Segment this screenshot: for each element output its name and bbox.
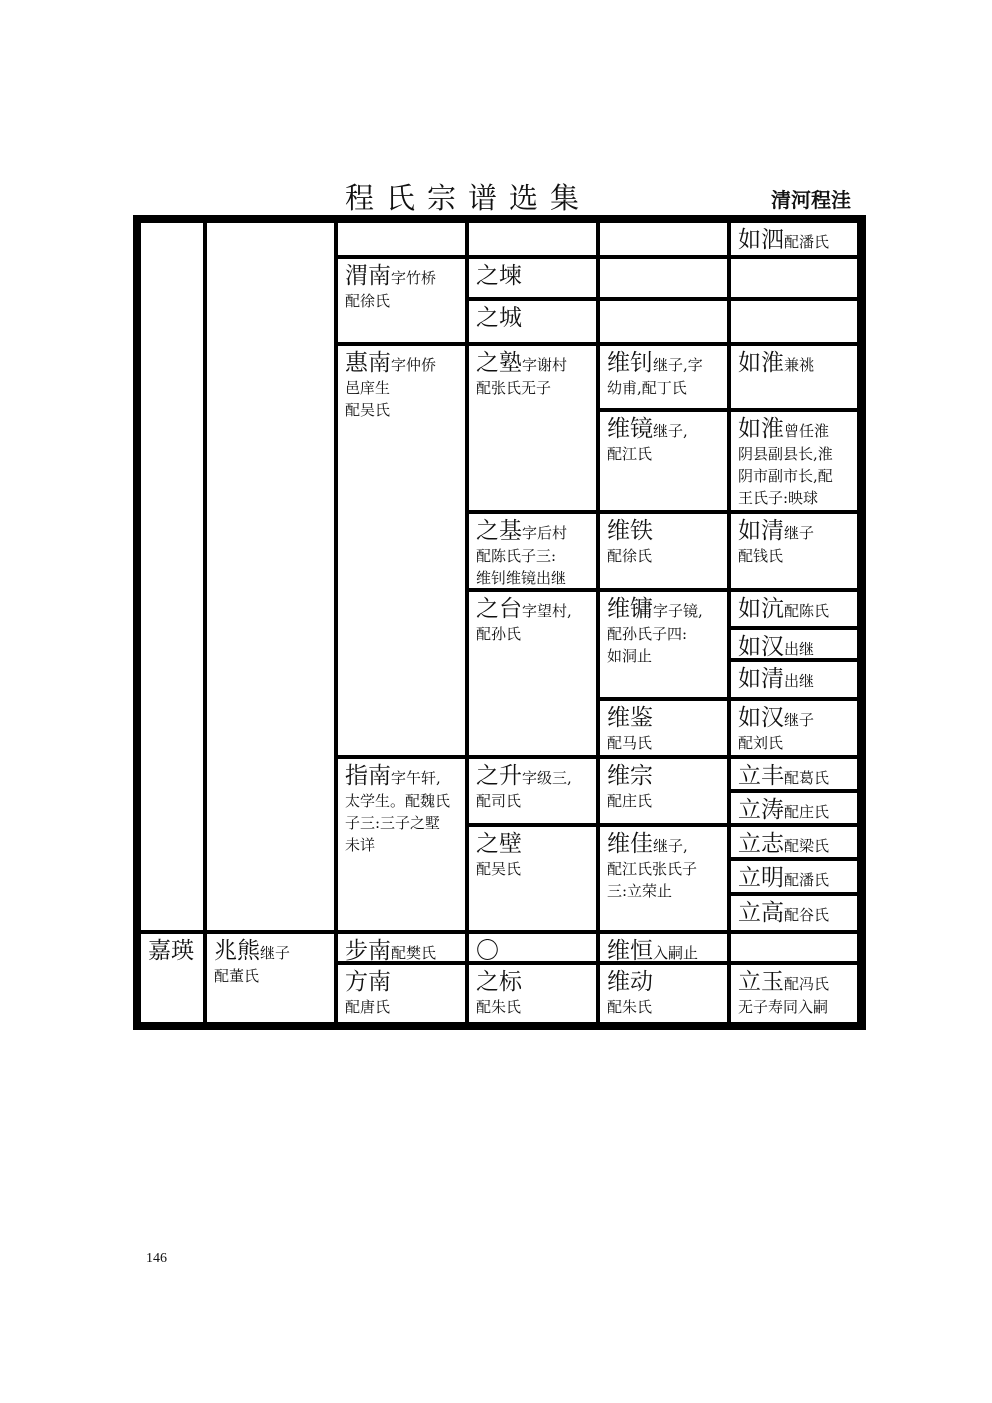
cell-heading: [476, 304, 589, 332]
page-number: 146: [146, 1251, 167, 1266]
cell-heading: [476, 937, 589, 961]
book-title: 程氏宗谱选集: [345, 181, 592, 215]
cell-heading: [738, 665, 850, 693]
genealogy-cell: [469, 223, 596, 255]
person-name: 维镜: [607, 416, 653, 442]
cell-heading: [607, 415, 720, 443]
person-name: 立丰: [738, 763, 784, 789]
cell-heading: [607, 937, 720, 961]
genealogy-cell: [731, 346, 857, 408]
person-name: 之塾: [476, 350, 522, 376]
genealogy-cell: [141, 223, 203, 930]
person-detail-line: 配刘氏: [738, 734, 784, 752]
person-name: 〇: [476, 938, 499, 961]
person-note: 曾任淮: [784, 422, 830, 440]
genealogy-cell: [731, 793, 857, 823]
cell-heading: [738, 349, 850, 377]
genealogy-cell: [338, 759, 465, 930]
person-note: 字竹桥: [391, 269, 437, 287]
person-note: 字望村,: [522, 602, 572, 620]
genealogy-cell: [338, 223, 465, 255]
person-name: 如淮: [738, 350, 784, 376]
genealogy-cell: [207, 223, 334, 930]
person-name: 之升: [476, 763, 522, 789]
genealogy-cell: [600, 827, 727, 930]
person-detail-line: 如洞止: [607, 647, 653, 665]
person-detail-line: 维钊维镜出继: [476, 569, 567, 587]
person-detail-line: 配陈氏子三:: [476, 547, 557, 565]
person-name: 之基: [476, 518, 522, 544]
cell-heading: [738, 595, 850, 623]
cell-heading: [345, 262, 458, 290]
person-name: 如淮: [738, 416, 784, 442]
genealogy-cell: [469, 965, 596, 1022]
person-name: 指南: [345, 763, 391, 789]
person-note: 配冯氏: [784, 975, 830, 993]
person-note: 入嗣止: [653, 944, 699, 961]
person-detail-line: 王氏子:映球: [738, 489, 819, 507]
person-detail-line: 邑庠生: [345, 379, 391, 397]
cell-heading: [476, 830, 589, 858]
cell-heading: [607, 517, 720, 545]
person-detail-line: 配吴氏: [345, 401, 391, 419]
genealogy-cell: [600, 346, 727, 408]
cell-heading: [345, 937, 458, 961]
cell-heading: [607, 968, 720, 996]
person-detail-line: 配徐氏: [345, 292, 391, 310]
cell-heading: [738, 415, 850, 443]
person-detail-line: 配孙氏: [476, 625, 522, 643]
cell-heading: [607, 704, 720, 732]
cell-heading: [738, 864, 850, 892]
genealogy-cell: [731, 759, 857, 789]
person-detail-line: 阴县副县长,淮: [738, 445, 833, 463]
cell-heading: [607, 762, 720, 790]
genealogy-cell: [338, 965, 465, 1022]
person-detail-line: 阴市副市长,配: [738, 467, 833, 485]
genealogy-cell: [600, 259, 727, 297]
person-detail-line: 配马氏: [607, 734, 653, 752]
person-note: 配潘氏: [784, 871, 830, 889]
person-name: 立明: [738, 865, 784, 891]
person-detail-line: 无子寿同入嗣: [738, 998, 829, 1016]
genealogy-cell: [600, 592, 727, 697]
cell-heading: [738, 633, 850, 658]
person-detail-line: 配唐氏: [345, 998, 391, 1016]
genealogy-cell: [600, 965, 727, 1022]
person-note: 出继: [784, 672, 815, 690]
person-note: 字午轩,: [391, 769, 441, 787]
genealogy-cell: [338, 934, 465, 961]
cell-heading: [476, 262, 589, 290]
genealogy-cell: [469, 301, 596, 342]
person-detail-line: 幼甫,配丁氏: [607, 379, 687, 397]
cell-heading: [738, 968, 850, 996]
cell-heading: [607, 349, 720, 377]
person-detail-line: 配朱氏: [476, 998, 522, 1016]
person-note: 继子: [260, 944, 291, 962]
person-note: 配潘氏: [784, 233, 830, 251]
cell-heading: [345, 968, 458, 996]
cell-heading: [476, 517, 589, 545]
person-detail-line: 配董氏: [214, 967, 260, 985]
genealogy-cell: [600, 759, 727, 823]
genealogy-cell: [469, 346, 596, 510]
person-note: 配葛氏: [784, 769, 830, 787]
cell-heading: [738, 517, 850, 545]
person-name: 立玉: [738, 969, 784, 995]
genealogy-cell: [731, 223, 857, 255]
person-detail-line: 配江氏: [607, 445, 653, 463]
genealogy-cell: [469, 934, 596, 961]
cell-heading: [476, 968, 589, 996]
genealogy-cell: [207, 934, 334, 1022]
genealogy-cell: [600, 301, 727, 342]
person-name: 之壁: [476, 831, 522, 857]
genealogy-cell: [141, 934, 203, 1022]
genealogy-cell: [469, 759, 596, 823]
person-name: 维宗: [607, 763, 653, 789]
person-name: 渭南: [345, 263, 391, 289]
clan-branch-title: 清河程洼: [771, 188, 851, 212]
person-note: 配梁氏: [784, 837, 830, 855]
person-name: 维钊: [607, 350, 653, 376]
person-name: 如泗: [738, 227, 784, 253]
person-note: 配樊氏: [391, 944, 437, 961]
genealogy-cell: [731, 861, 857, 892]
person-note: 继子,: [653, 422, 688, 440]
cell-heading: [148, 937, 196, 965]
person-note: 配庄氏: [784, 803, 830, 821]
genealogy-cell: [600, 412, 727, 510]
person-note: 字级三,: [522, 769, 572, 787]
person-name: 如清: [738, 666, 784, 692]
person-name: 如汉: [738, 705, 784, 731]
person-name: 立志: [738, 831, 784, 857]
genealogy-cell: [600, 514, 727, 588]
person-note: 字后村: [522, 524, 568, 542]
genealogy-cell: [600, 223, 727, 255]
person-note: 兼祧: [784, 356, 815, 374]
person-note: 出继: [784, 640, 815, 658]
person-name: 维动: [607, 969, 653, 995]
cell-heading: [738, 704, 850, 732]
person-name: 之台: [476, 596, 522, 622]
person-note: 继子: [784, 711, 815, 729]
genealogy-cell: [469, 514, 596, 588]
person-note: 继子,字: [653, 356, 703, 374]
cell-heading: [738, 226, 850, 254]
cell-heading: [607, 830, 720, 858]
person-note: 字谢村: [522, 356, 568, 374]
person-name: 如沆: [738, 596, 784, 622]
genealogy-cell: [731, 965, 857, 1022]
person-name: 维鉴: [607, 705, 653, 731]
genealogy-cell: [731, 514, 857, 588]
person-name: 之城: [476, 305, 522, 331]
genealogy-cell: [731, 412, 857, 510]
person-detail-line: 配钱氏: [738, 547, 784, 565]
genealogy-cell: [731, 301, 857, 342]
genealogy-cell: [731, 701, 857, 755]
cell-heading: [738, 762, 850, 789]
person-name: 之堜: [476, 263, 522, 289]
cell-heading: [607, 595, 720, 623]
cell-heading: [345, 349, 458, 377]
cell-heading: [476, 595, 589, 623]
person-detail-line: 三:立荣止: [607, 882, 673, 900]
genealogy-cell: [731, 896, 857, 930]
genealogy-cell: [731, 662, 857, 697]
cell-heading: [476, 349, 589, 377]
genealogy-cell: [731, 934, 857, 961]
person-name: 如清: [738, 518, 784, 544]
person-detail-line: 配孙氏子四:: [607, 625, 688, 643]
genealogy-cell: [469, 827, 596, 930]
person-detail-line: 配江氏张氏子: [607, 860, 698, 878]
genealogy-cell: [600, 701, 727, 755]
genealogy-cell: [731, 827, 857, 857]
person-name: 维佳: [607, 831, 653, 857]
person-detail-line: 配庄氏: [607, 792, 653, 810]
person-name: 惠南: [345, 350, 391, 376]
genealogy-cell: [469, 259, 596, 297]
cell-heading: [345, 762, 458, 790]
genealogy-cell: [731, 259, 857, 297]
genealogy-cell: [600, 934, 727, 961]
person-name: 维恒: [607, 938, 653, 961]
person-note: 配谷氏: [784, 906, 830, 924]
person-detail-line: 配张氏无子: [476, 379, 552, 397]
genealogy-cell: [338, 346, 465, 755]
person-name: 兆熊: [214, 938, 260, 964]
person-name: 如汉: [738, 634, 784, 658]
person-detail-line: 配司氏: [476, 792, 522, 810]
person-detail-line: 配吴氏: [476, 860, 522, 878]
person-name: 立涛: [738, 797, 784, 823]
person-detail-line: 未详: [345, 836, 376, 854]
person-name: 之标: [476, 969, 522, 995]
person-detail-line: 配朱氏: [607, 998, 653, 1016]
genealogy-cell: [338, 259, 465, 342]
person-note: 字仲侨: [391, 356, 437, 374]
person-note: 继子,: [653, 837, 688, 855]
person-detail-line: 太学生。配魏氏: [345, 792, 451, 810]
person-note: 配陈氏: [784, 602, 830, 620]
genealogy-cell: [731, 630, 857, 658]
cell-heading: [738, 796, 850, 823]
person-name: 立高: [738, 900, 784, 926]
person-note: 继子: [784, 524, 815, 542]
person-note: 字子镜,: [653, 602, 703, 620]
cell-heading: [738, 830, 850, 857]
person-name: 方南: [345, 969, 391, 995]
genealogy-table: [133, 215, 866, 1030]
person-detail-line: 配徐氏: [607, 547, 653, 565]
person-detail-line: 子三:三子之墅: [345, 814, 441, 832]
cell-heading: [476, 762, 589, 790]
person-name: 维铁: [607, 518, 653, 544]
cell-heading: [738, 899, 850, 927]
person-name: 维镛: [607, 596, 653, 622]
person-name: 步南: [345, 938, 391, 961]
person-name: 嘉瑛: [148, 938, 194, 964]
genealogy-cell: [469, 592, 596, 755]
cell-heading: [214, 937, 327, 965]
genealogy-cell: [731, 592, 857, 626]
